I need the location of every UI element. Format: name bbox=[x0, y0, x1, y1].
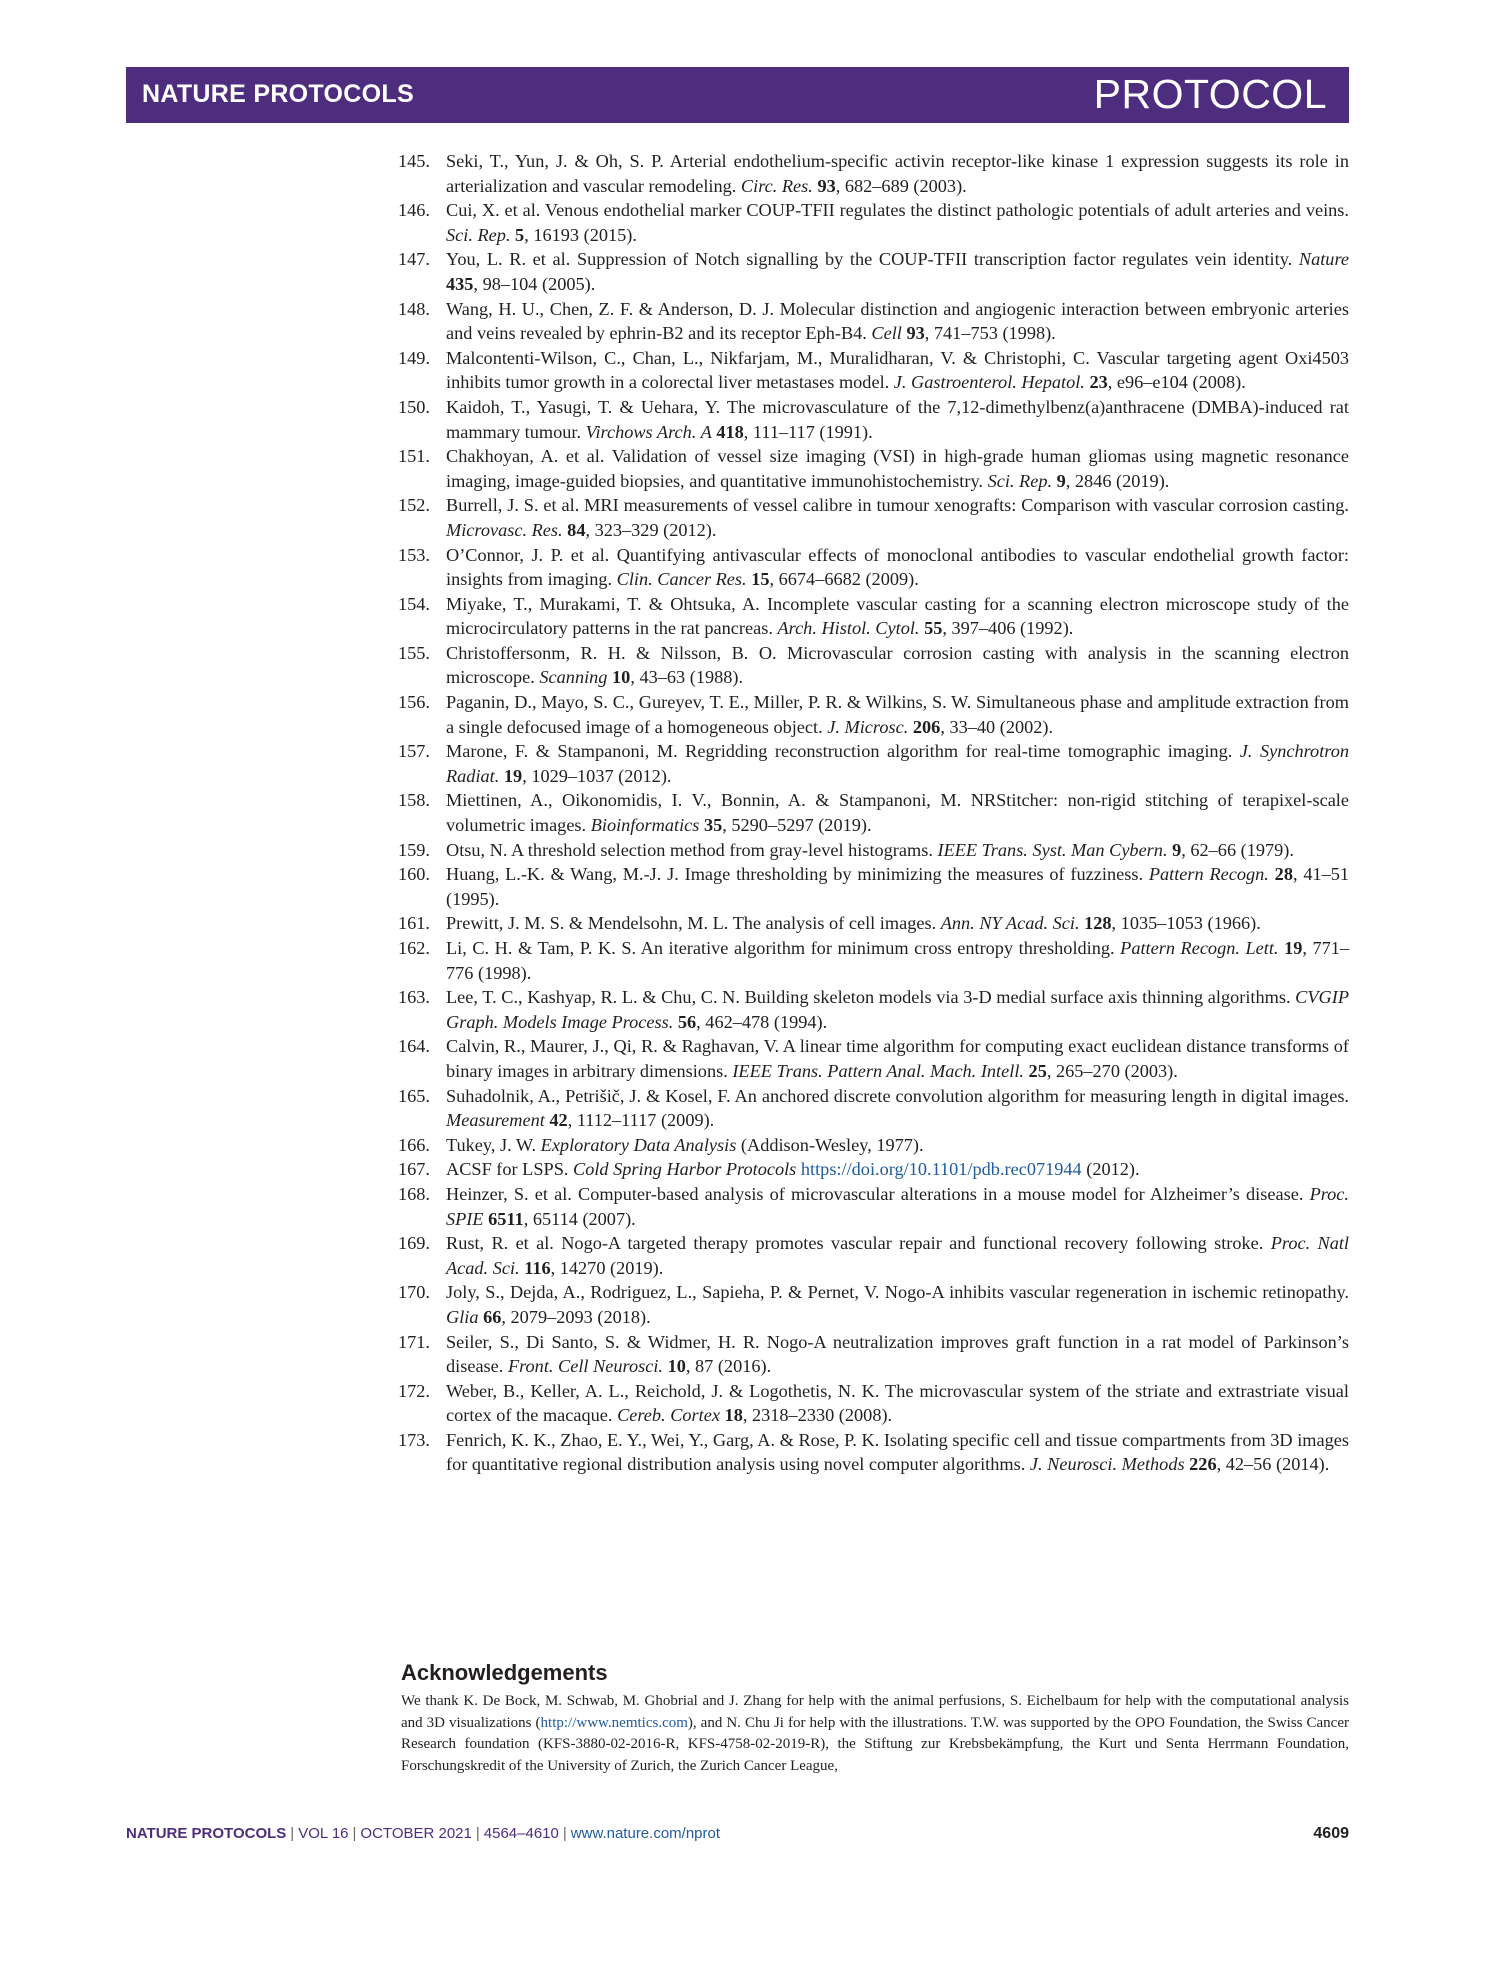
reference-item bbox=[398, 1379, 1349, 1428]
ref-journal-name: Clin. Cancer Res. bbox=[616, 569, 747, 590]
ref-text-segment: Huang, L.-K. & Wang, M.-J. J. Image thresholding by minimizing the measures of fuzziness. bbox=[446, 864, 1149, 885]
page-footer bbox=[126, 1825, 1349, 1849]
ref-journal-name: Arch. Histol. Cytol. bbox=[777, 618, 920, 639]
ref-text-segment: , e96–e104 (2008). bbox=[1107, 372, 1246, 393]
reference-text bbox=[446, 346, 1349, 395]
reference-number: 165. bbox=[398, 1085, 430, 1106]
reference-number: 146. bbox=[398, 200, 430, 221]
ref-text-segment: Cui, X. et al. Venous endothelial marker COUP-TFII regulates the distinct pathologic potentials of adult arteries and veins. bbox=[446, 200, 1349, 221]
ref-volume: 116 bbox=[524, 1257, 551, 1278]
ref-volume: 5 bbox=[515, 224, 525, 245]
ref-doi-link[interactable]: https://doi.org/10.1101/pdb.rec071944 bbox=[800, 1159, 1082, 1180]
reference-item bbox=[398, 395, 1349, 444]
ref-text-segment: Malcontenti-Wilson, C., Chan, L., Nikfarjam, M., Muralidharan, V. & Christophi, C. Vascular targeting agent Oxi4503 inhibits tumor growth in a colorectal liver metastases model. bbox=[446, 347, 1349, 393]
ref-text-segment: , 682–689 (2003). bbox=[835, 175, 967, 196]
reference-text bbox=[446, 1231, 1349, 1280]
reference-list bbox=[398, 149, 1349, 1477]
ref-text-segment: , 397–406 (1992). bbox=[942, 618, 1074, 639]
ref-text-segment: , 2318–2330 (2008). bbox=[742, 1405, 893, 1426]
ref-text-segment: , 14270 (2019). bbox=[550, 1257, 664, 1278]
ref-journal-name: CVGIP Graph. Models Image Process. bbox=[446, 987, 1349, 1032]
ref-volume: 9 bbox=[1172, 839, 1182, 860]
ref-text-segment: Lee, T. C., Kashyap, R. L. & Chu, C. N. Building skeleton models via 3-D medial surface axis thinning algorithms. bbox=[446, 987, 1296, 1008]
ref-text-segment: Heinzer, S. et al. Computer-based analysis of microvascular alterations in a mouse model for Alzheimer’s disease. bbox=[446, 1183, 1310, 1204]
ref-journal-name: Exploratory Data Analysis bbox=[540, 1134, 737, 1155]
ref-text-segment: , 87 (2016). bbox=[685, 1356, 772, 1377]
ref-volume: 226 bbox=[1189, 1454, 1217, 1475]
reference-number: 159. bbox=[398, 839, 430, 860]
reference-number: 148. bbox=[398, 298, 430, 319]
ref-volume: 55 bbox=[924, 618, 943, 639]
reference-text bbox=[446, 1182, 1349, 1231]
reference-text bbox=[446, 862, 1349, 911]
reference-text bbox=[446, 788, 1349, 837]
ref-volume: 10 bbox=[667, 1356, 686, 1377]
reference-text bbox=[446, 395, 1349, 444]
reference-text bbox=[446, 247, 1349, 296]
ref-journal-name: Cold Spring Harbor Protocols bbox=[573, 1159, 797, 1180]
ref-text-segment: , 62–66 (1979). bbox=[1181, 839, 1294, 860]
reference-number: 166. bbox=[398, 1134, 430, 1155]
footer-date: OCTOBER 2021 bbox=[360, 1825, 472, 1842]
ref-journal-name: Nature bbox=[1298, 249, 1349, 270]
reference-text bbox=[446, 543, 1349, 592]
ref-text-segment: Chakhoyan, A. et al. Validation of vessel size imaging (VSI) in high-grade human gliomas using magnetic resonance imaging, image-guided biopsies, and quantitative immunohistochemistry. bbox=[446, 446, 1349, 491]
ref-text-segment: , 2079–2093 (2018). bbox=[501, 1306, 651, 1327]
ref-journal-name: Cereb. Cortex bbox=[617, 1405, 720, 1426]
reference-number: 145. bbox=[398, 151, 430, 171]
reference-item bbox=[398, 444, 1349, 493]
footer-separator: | bbox=[290, 1825, 295, 1842]
ref-journal-name: Pattern Recogn. Lett. bbox=[1120, 938, 1279, 958]
ref-text-segment: , 462–478 (1994). bbox=[696, 1011, 828, 1032]
ref-text-segment: Tukey, J. W. bbox=[446, 1134, 541, 1155]
ref-volume: 93 bbox=[906, 323, 925, 344]
ref-journal-name: Front. Cell Neurosci. bbox=[507, 1356, 663, 1377]
reference-number: 160. bbox=[398, 864, 430, 885]
reference-number: 156. bbox=[398, 692, 430, 713]
ref-text-segment: , 41–51 (1995). bbox=[446, 864, 1350, 909]
ref-text-segment: (2012). bbox=[1081, 1159, 1140, 1180]
reference-item bbox=[398, 149, 1349, 198]
reference-text bbox=[446, 1034, 1349, 1083]
reference-number: 171. bbox=[398, 1331, 430, 1352]
reference-text bbox=[446, 444, 1349, 493]
ref-text-segment: , 65114 (2007). bbox=[523, 1208, 636, 1229]
reference-number: 161. bbox=[398, 913, 430, 934]
ref-volume: 84 bbox=[567, 519, 586, 540]
reference-item bbox=[398, 493, 1349, 542]
nemtics-link[interactable]: http://www.nemtics.com bbox=[540, 1714, 688, 1731]
ref-text-segment: Seki, T., Yun, J. & Oh, S. P. Arterial endothelium-specific activin receptor-like kinase 1 expression suggests its role in arterialization and vascular remodeling. bbox=[446, 151, 1349, 196]
reference-item bbox=[398, 690, 1349, 739]
ref-volume: 18 bbox=[724, 1405, 743, 1426]
reference-item bbox=[398, 1330, 1349, 1379]
ref-volume: 15 bbox=[751, 569, 770, 590]
reference-text bbox=[446, 493, 1349, 542]
reference-number: 150. bbox=[398, 396, 430, 417]
reference-text bbox=[446, 1157, 1349, 1182]
ref-volume: 93 bbox=[817, 175, 836, 196]
reference-text bbox=[446, 690, 1349, 739]
reference-text bbox=[446, 1133, 1349, 1158]
ref-text-segment: Fenrich, K. K., Zhao, E. Y., Wei, Y., Garg, A. & Rose, P. K. Isolating specific cell and tissue compartments from 3D images for quantitative regional distribution analysis using novel computer algorithms. bbox=[446, 1429, 1349, 1475]
ref-text-segment: , 771–776 (1998). bbox=[446, 938, 1350, 983]
footer-url-link[interactable]: www.nature.com/nprot bbox=[570, 1825, 721, 1842]
ref-journal-name: Sci. Rep. bbox=[987, 470, 1053, 491]
reference-number: 155. bbox=[398, 642, 430, 663]
ref-volume: 42 bbox=[549, 1110, 568, 1131]
reference-number: 157. bbox=[398, 741, 430, 762]
reference-item bbox=[398, 739, 1349, 788]
ref-volume: 418 bbox=[716, 421, 744, 442]
reference-item bbox=[398, 198, 1349, 247]
reference-item bbox=[398, 543, 1349, 592]
ref-text-segment: , 2846 (2019). bbox=[1065, 470, 1170, 491]
acknowledgements-text bbox=[401, 1691, 1349, 1778]
ref-volume: 28 bbox=[1274, 864, 1293, 885]
reference-item bbox=[398, 1157, 1349, 1182]
ref-journal-name: Glia bbox=[446, 1306, 479, 1327]
ref-text-segment: Paganin, D., Mayo, S. C., Gureyev, T. E., Miller, P. R. & Wilkins, S. W. Simultaneous phase and amplitude extraction from a single defocused image of a homogeneous object. bbox=[446, 692, 1349, 737]
ref-text-segment: , 98–104 (2005). bbox=[473, 273, 596, 294]
ref-text-segment: , 323–329 (2012). bbox=[585, 519, 717, 540]
ref-journal-name: IEEE Trans. Syst. Man Cybern. bbox=[937, 839, 1168, 860]
ref-volume: 10 bbox=[612, 667, 631, 688]
reference-text bbox=[446, 592, 1349, 641]
journal-name: NATURE PROTOCOLS bbox=[142, 80, 414, 108]
footer-separator: | bbox=[352, 1825, 357, 1842]
reference-text bbox=[446, 739, 1349, 788]
reference-item bbox=[398, 1280, 1349, 1329]
reference-item bbox=[398, 788, 1349, 837]
footer-citation bbox=[126, 1825, 720, 1842]
reference-number: 151. bbox=[398, 446, 430, 467]
reference-number: 172. bbox=[398, 1380, 430, 1401]
reference-item bbox=[398, 346, 1349, 395]
reference-number: 163. bbox=[398, 987, 430, 1008]
ref-text-segment: , 43–63 (1988). bbox=[630, 667, 744, 688]
reference-text bbox=[446, 297, 1349, 346]
journal-header-bar bbox=[126, 67, 1349, 123]
page-number: 4609 bbox=[1313, 1825, 1349, 1842]
ref-text-segment: , 1035–1053 (1966). bbox=[1111, 913, 1261, 934]
reference-number: 154. bbox=[398, 593, 430, 614]
ref-journal-name: J. Neurosci. Methods bbox=[1029, 1454, 1185, 1475]
ref-text-segment: , 111–117 (1991). bbox=[743, 421, 873, 442]
ref-volume: 19 bbox=[503, 765, 523, 786]
ref-text-segment: Joly, S., Dejda, A., Rodriguez, L., Sapieha, P. & Pernet, V. Nogo-A inhibits vascular regeneration in ischemic retinopathy. bbox=[446, 1282, 1349, 1303]
ref-text-segment: Seiler, S., Di Santo, S. & Widmer, H. R. Nogo-A neutralization improves graft function in a rat model of Parkinson’s disease. bbox=[446, 1331, 1349, 1377]
ref-volume: 9 bbox=[1056, 470, 1066, 491]
ref-text-segment: ACSF for LSPS. bbox=[446, 1159, 573, 1180]
ref-text-segment: Marone, F. & Stampanoni, M. Regridding reconstruction algorithm for real-time tomographic imaging. bbox=[446, 741, 1240, 762]
acknowledgements-heading: Acknowledgements bbox=[401, 1660, 608, 1685]
reference-number: 173. bbox=[398, 1429, 430, 1450]
reference-text bbox=[446, 1379, 1349, 1428]
footer-separator: | bbox=[475, 1825, 480, 1842]
ref-volume: 19 bbox=[1284, 938, 1303, 958]
footer-pages: 4564–4610 bbox=[483, 1825, 559, 1842]
ref-text-segment: Otsu, N. A threshold selection method from gray-level histograms. bbox=[446, 839, 938, 860]
ref-volume: 6511 bbox=[488, 1208, 524, 1229]
ref-text-segment: Wang, H. U., Chen, Z. F. & Anderson, D. J. Molecular distinction and angiogenic interaction between embryonic arteries and veins revealed by ephrin-B2 and its receptor Eph-B4. bbox=[446, 298, 1349, 344]
ref-journal-name: J. Gastroenterol. Hepatol. bbox=[893, 372, 1085, 393]
reference-number: 153. bbox=[398, 544, 430, 565]
reference-text bbox=[446, 149, 1349, 198]
ref-text-segment: Li, C. H. & Tam, P. K. S. An iterative algorithm for minimum cross entropy thresholding. bbox=[446, 938, 1121, 958]
article-type-label: PROTOCOL bbox=[1093, 71, 1327, 117]
ref-text-segment: (Addison-Wesley, 1977). bbox=[736, 1134, 924, 1155]
reference-item bbox=[398, 862, 1349, 911]
ref-journal-name: Cell bbox=[871, 323, 902, 344]
ref-text-segment: , 741–753 (1998). bbox=[924, 323, 1056, 344]
reference-number: 164. bbox=[398, 1036, 430, 1057]
ref-volume: 128 bbox=[1084, 913, 1112, 934]
reference-item bbox=[398, 247, 1349, 296]
reference-item bbox=[398, 911, 1349, 936]
ref-volume: 206 bbox=[912, 716, 941, 737]
reference-item bbox=[398, 985, 1349, 1034]
ref-volume: 56 bbox=[677, 1011, 697, 1032]
reference-number: 167. bbox=[398, 1159, 430, 1180]
reference-item bbox=[398, 1133, 1349, 1158]
ref-journal-name: Scanning bbox=[539, 667, 608, 688]
ref-journal-name: Measurement bbox=[446, 1110, 545, 1131]
reference-number: 170. bbox=[398, 1282, 430, 1303]
reference-text bbox=[446, 911, 1349, 936]
ack-text-start: We thank K. De Bock, M. Schwab, M. Ghobrial and J. Zhang for help with the animal perfusions, S. Eichelbaum for help with the computational analysis and 3D visualizations ( bbox=[401, 1693, 1349, 1731]
ref-volume: 23 bbox=[1089, 372, 1108, 393]
ref-volume: 35 bbox=[703, 815, 723, 836]
ref-journal-name: J. Microsc. bbox=[827, 716, 909, 737]
footer-separator: | bbox=[562, 1825, 567, 1842]
reference-number: 147. bbox=[398, 249, 430, 270]
ref-text-segment: Christoffersonm, R. H. & Nilsson, B. O. Microvascular corrosion casting with analysis in the scanning electron microscope. bbox=[446, 642, 1349, 688]
ref-volume: 66 bbox=[483, 1306, 502, 1327]
reference-item bbox=[398, 1084, 1349, 1133]
ack-text-end: ), and N. Chu Ji for help with the illustrations. T.W. was supported by the OPO Foundation, the Swiss Cancer Research foundation (KFS-3880-02-2016-R, KFS-4758-02-2019-R), the Stiftung zur Krebsbekämpfung, the Kurt und Senta Herrmann Foundation, Forschungskredit of the University of Zurich, the Zurich Cancer League, bbox=[401, 1714, 1349, 1775]
ref-journal-name: Pattern Recogn. bbox=[1148, 864, 1269, 885]
ref-volume: 25 bbox=[1028, 1060, 1047, 1081]
reference-item bbox=[398, 838, 1349, 863]
reference-text bbox=[446, 641, 1349, 690]
reference-number: 152. bbox=[398, 495, 430, 516]
ref-journal-name: J. Synchrotron Radiat. bbox=[446, 741, 1349, 786]
reference-text bbox=[446, 985, 1349, 1034]
ref-journal-name: Bioinformatics bbox=[590, 815, 700, 836]
ref-text-segment: Rust, R. et al. Nogo-A targeted therapy promotes vascular repair and functional recovery following stroke. bbox=[446, 1233, 1271, 1254]
ref-text-segment: Miettinen, A., Oikonomidis, I. V., Bonnin, A. & Stampanoni, M. NRStitcher: non-rigid stitching of terapixel-scale volumetric images. bbox=[446, 790, 1349, 836]
ref-text-segment: , 16193 (2015). bbox=[524, 224, 637, 245]
ref-journal-name: Virchows Arch. A bbox=[585, 421, 712, 442]
reference-number: 162. bbox=[398, 938, 430, 958]
ref-journal-name: Ann. NY Acad. Sci. bbox=[940, 913, 1080, 934]
reference-item bbox=[398, 1428, 1349, 1477]
reference-item bbox=[398, 297, 1349, 346]
reference-text bbox=[446, 198, 1349, 247]
reference-number: 149. bbox=[398, 347, 430, 368]
reference-text bbox=[446, 1084, 1349, 1133]
ref-text-segment: , 1029–1037 (2012). bbox=[522, 765, 672, 786]
ref-text-segment: , 1112–1117 (2009). bbox=[567, 1110, 715, 1131]
reference-item bbox=[398, 592, 1349, 641]
ref-journal-name: Microvasc. Res. bbox=[446, 519, 563, 540]
reference-text bbox=[446, 1330, 1349, 1379]
footer-journal: NATURE PROTOCOLS bbox=[126, 1825, 287, 1842]
reference-number: 169. bbox=[398, 1233, 430, 1254]
ref-text-segment: You, L. R. et al. Suppression of Notch signalling by the COUP-TFII transcription factor regulates vein identity. bbox=[446, 249, 1299, 270]
ref-text-segment: , 5290–5297 (2019). bbox=[722, 815, 872, 836]
reference-text bbox=[446, 1428, 1349, 1477]
reference-text bbox=[446, 1280, 1349, 1329]
ref-text-segment: Prewitt, J. M. S. & Mendelsohn, M. L. The analysis of cell images. bbox=[446, 913, 941, 934]
ref-text-segment: , 265–270 (2003). bbox=[1046, 1060, 1178, 1081]
ref-text-segment: , 33–40 (2002). bbox=[940, 716, 1054, 737]
ref-journal-name: Circ. Res. bbox=[740, 175, 813, 196]
ref-text-segment: O’Connor, J. P. et al. Quantifying antivascular effects of monoclonal antibodies to vascular endothelial growth factor: insights from imaging. bbox=[446, 544, 1349, 590]
reference-number: 168. bbox=[398, 1183, 430, 1204]
ref-journal-name: Proc. SPIE bbox=[446, 1183, 1349, 1229]
ref-journal-name: IEEE Trans. Pattern Anal. Mach. Intell. bbox=[732, 1060, 1024, 1081]
footer-volume: VOL 16 bbox=[298, 1825, 349, 1842]
reference-item bbox=[398, 641, 1349, 690]
ref-text-segment: Weber, B., Keller, A. L., Reichold, J. & Logothetis, N. K. The microvascular system of the striate and extrastriate visual cortex of the macaque. bbox=[446, 1380, 1349, 1426]
reference-text bbox=[446, 936, 1349, 985]
reference-item bbox=[398, 1182, 1349, 1231]
reference-text bbox=[446, 838, 1349, 863]
ref-text-segment: Kaidoh, T., Yasugi, T. & Uehara, Y. The microvasculature of the 7,12-dimethylbenz(a)anthracene (DMBA)-induced rat mammary tumour. bbox=[446, 396, 1349, 442]
reference-item bbox=[398, 1034, 1349, 1083]
ref-volume: 435 bbox=[446, 273, 474, 294]
reference-item bbox=[398, 936, 1349, 985]
reference-item bbox=[398, 1231, 1349, 1280]
ref-text-segment: Suhadolnik, A., Petrišič, J. & Kosel, F. An anchored discrete convolution algorithm for measuring length in digital images. bbox=[446, 1085, 1349, 1106]
ref-text-segment: Miyake, T., Murakami, T. & Ohtsuka, A. Incomplete vascular casting for a scanning electron microscope study of the microcirculatory patterns in the rat pancreas. bbox=[446, 593, 1349, 639]
ref-journal-name: Sci. Rep. bbox=[446, 224, 511, 245]
ref-text-segment: Burrell, J. S. et al. MRI measurements of vessel calibre in tumour xenografts: Comparison with vascular corrosion casting. bbox=[446, 495, 1349, 516]
ref-journal-name: Proc. Natl Acad. Sci. bbox=[446, 1233, 1349, 1278]
reference-number: 158. bbox=[398, 790, 430, 811]
ref-text-segment: , 42–56 (2014). bbox=[1216, 1454, 1330, 1475]
ref-text-segment: , 6674–6682 (2009). bbox=[769, 569, 919, 590]
ref-text-segment: Calvin, R., Maurer, J., Qi, R. & Raghavan, V. A linear time algorithm for computing exact euclidean distance transforms of binary images in arbitrary dimensions. bbox=[446, 1036, 1349, 1081]
